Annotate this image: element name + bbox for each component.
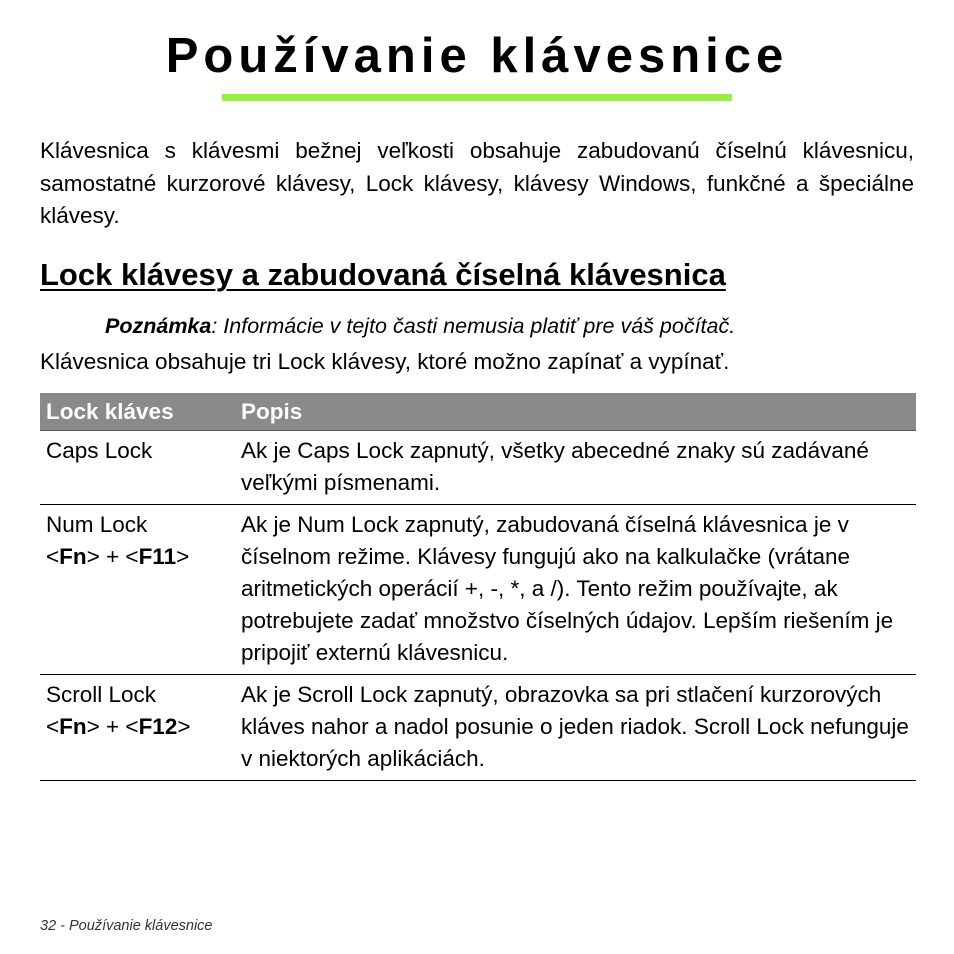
title-underline-bar	[222, 94, 732, 101]
page-footer: 32 - Používanie klávesnice	[40, 918, 213, 934]
lead-paragraph: Klávesnica obsahuje tri Lock klávesy, ktoré možno zapínať a vypínať.	[40, 349, 730, 374]
combo-key: F12	[138, 714, 178, 739]
note-text: : Informácie v tejto časti nemusia platiť pre váš počítač.	[211, 314, 736, 338]
table-header-row	[40, 393, 916, 431]
column-header-key: Lock kláves	[40, 393, 235, 431]
key-combo	[46, 541, 229, 573]
key-cell	[40, 505, 235, 675]
combo-bracket: >	[176, 544, 190, 569]
key-name: Num Lock	[46, 512, 148, 537]
combo-bracket: >	[177, 714, 191, 739]
table-row	[40, 505, 916, 675]
note-label: Poznámka	[105, 314, 212, 338]
description-cell: Ak je Caps Lock zapnutý, všetky abecedné znaky sú zadávané veľkými písmenami.	[235, 431, 916, 505]
page-title: Používanie klávesnice	[165, 29, 789, 83]
key-cell	[40, 431, 235, 505]
table-row	[40, 431, 916, 505]
combo-fn: Fn	[59, 544, 87, 569]
lock-keys-table	[40, 393, 916, 781]
combo-bracket: <	[46, 544, 60, 569]
combo-fn: Fn	[59, 714, 87, 739]
combo-key: F11	[138, 544, 177, 569]
combo-bracket: <	[46, 714, 60, 739]
description-cell: Ak je Num Lock zapnutý, zabudovaná číselná klávesnica je v číselnom režime. Klávesy fungujú ako na kalkulačke (vrátane aritmetických operácií +, -, *, a /). Tento režim používajte, ak potrebujete zadať množstvo číselných údajov. Lepším riešením je pripojiť externú klávesnicu.	[235, 505, 916, 675]
description-cell: Ak je Scroll Lock zapnutý, obrazovka sa pri stlačení kurzorových kláves nahor a nadol posunie o jeden riadok. Scroll Lock nefunguje v niektorých aplikáciách.	[235, 675, 916, 781]
combo-plus: > + <	[86, 544, 139, 569]
note	[105, 311, 735, 341]
section-heading: Lock klávesy a zabudovaná číselná klávesnica	[40, 257, 726, 292]
table-row	[40, 675, 916, 781]
key-cell	[40, 675, 235, 781]
key-combo	[46, 711, 229, 743]
column-header-description: Popis	[235, 393, 916, 431]
intro-paragraph: Klávesnica s klávesmi bežnej veľkosti obsahuje zabudovanú číselnú klávesnicu, samostatné kurzorové klávesy, Lock klávesy, klávesy Windows, funkčné a špeciálne klávesy.	[40, 138, 914, 228]
key-name: Scroll Lock	[46, 682, 157, 707]
key-name: Caps Lock	[46, 438, 153, 463]
combo-plus: > + <	[86, 714, 139, 739]
